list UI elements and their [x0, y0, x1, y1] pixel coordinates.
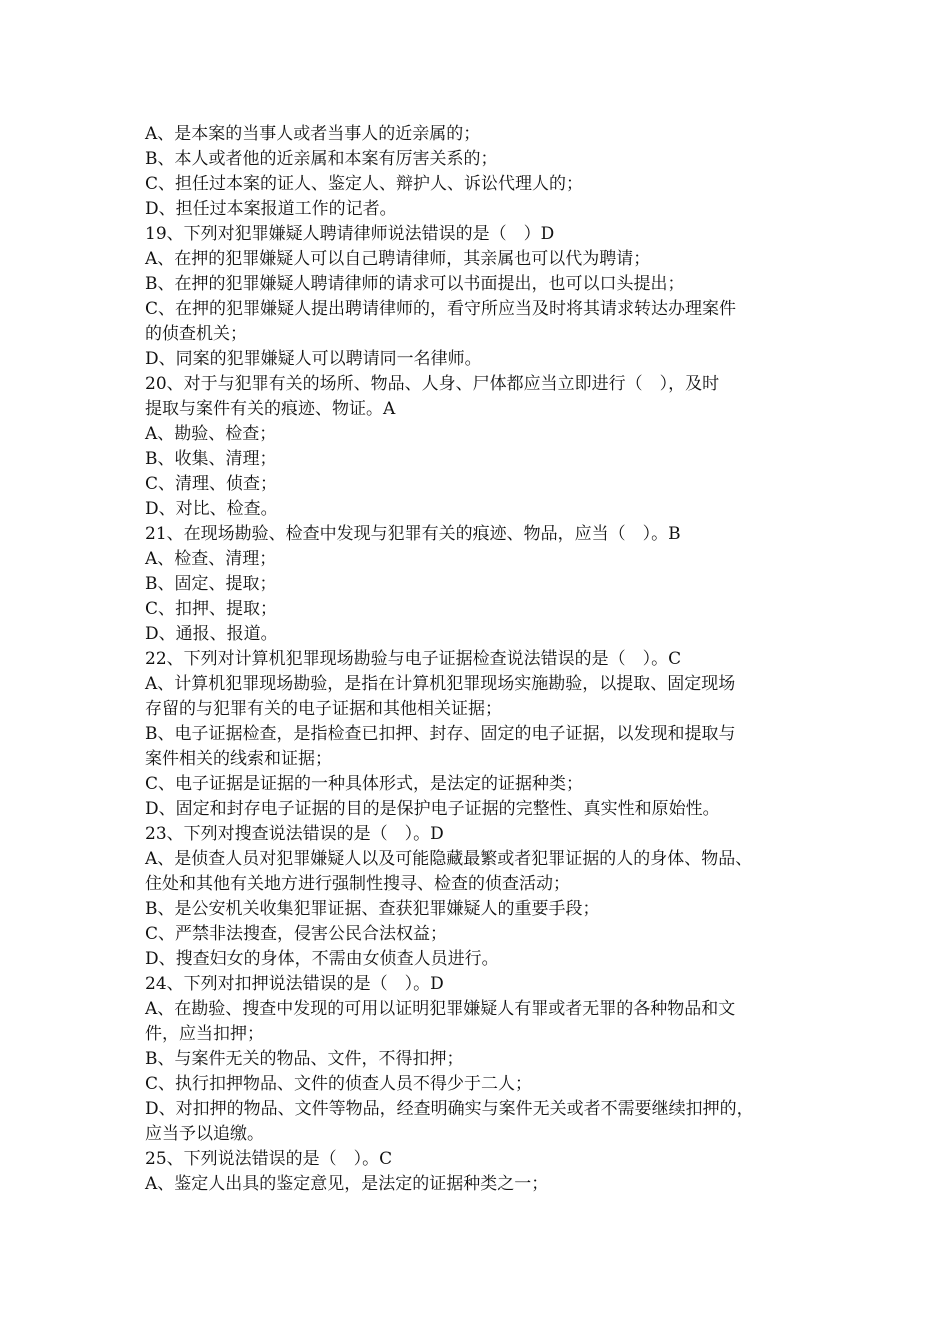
text-line: 提取与案件有关的痕迹、物证。A	[145, 399, 396, 419]
text-line: 19、下列对犯罪嫌疑人聘请律师说法错误的是（ ）D	[145, 224, 555, 244]
text-line: A、鉴定人出具的鉴定意见，是法定的证据种类之一；	[145, 1174, 549, 1194]
text-line: D、担任过本案报道工作的记者。	[145, 199, 397, 219]
text-line: B、固定、提取；	[145, 574, 277, 594]
text-line: B、本人或者他的近亲属和本案有厉害关系的；	[145, 149, 498, 169]
text-line: A、计算机犯罪现场勘验，是指在计算机犯罪现场实施勘验，以提取、固定现场	[145, 674, 736, 694]
text-line: D、对比、检查。	[145, 499, 278, 519]
text-line: 25、下列说法错误的是（ ）。C	[145, 1149, 393, 1169]
text-line: 住处和其他有关地方进行强制性搜寻、检查的侦查活动；	[145, 874, 570, 894]
text-line: C、在押的犯罪嫌疑人提出聘请律师的，看守所应当及时将其请求转达办理案件	[145, 299, 737, 319]
text-line: C、严禁非法搜查，侵害公民合法权益；	[145, 924, 448, 944]
text-line: 应当予以追缴。	[145, 1124, 264, 1144]
text-line: D、搜查妇女的身体，不需由女侦查人员进行。	[145, 949, 499, 969]
text-line: 22、下列对计算机犯罪现场勘验与电子证据检查说法错误的是（ ）。C	[145, 649, 682, 669]
document-body	[145, 122, 825, 1197]
text-line: 21、在现场勘验、检查中发现与犯罪有关的痕迹、物品，应当（ ）。B	[145, 524, 681, 544]
text-line: A、在押的犯罪嫌疑人可以自己聘请律师，其亲属也可以代为聘请；	[145, 249, 651, 269]
text-line: A、勘验、检查；	[145, 424, 277, 444]
text-line: C、扣押、提取；	[145, 599, 278, 619]
text-line: D、同案的犯罪嫌疑人可以聘请同一名律师。	[145, 349, 482, 369]
text-line: C、执行扣押物品、文件的侦查人员不得少于二人；	[145, 1074, 533, 1094]
text-line: 23、下列对搜查说法错误的是（ ）。D	[145, 824, 444, 844]
text-line: B、电子证据检查，是指检查已扣押、封存、固定的电子证据，以发现和提取与	[145, 724, 736, 744]
text-line: C、电子证据是证据的一种具体形式，是法定的证据种类；	[145, 774, 584, 794]
text-line: B、收集、清理；	[145, 449, 277, 469]
text-line: A、在勘验、搜查中发现的可用以证明犯罪嫌疑人有罪或者无罪的各种物品和文	[145, 999, 736, 1019]
text-line: A、是侦查人员对犯罪嫌疑人以及可能隐藏最繁或者犯罪证据的人的身体、物品、	[145, 849, 753, 869]
text-line: B、与案件无关的物品、文件，不得扣押；	[145, 1049, 464, 1069]
text-line: A、是本案的当事人或者当事人的近亲属的；	[145, 124, 481, 144]
text-line: 案件相关的线索和证据；	[145, 749, 332, 769]
text-line: 的侦查机关；	[145, 324, 247, 344]
text-line: 20、对于与犯罪有关的场所、物品、人身、尸体都应当立即进行（ ），及时	[145, 374, 720, 394]
text-line: D、对扣押的物品、文件等物品，经查明确实与案件无关或者不需要继续扣押的，	[145, 1099, 754, 1119]
text-line: 存留的与犯罪有关的电子证据和其他相关证据；	[145, 699, 502, 719]
text-line: 件，应当扣押；	[145, 1024, 264, 1044]
text-line: 24、下列对扣押说法错误的是（ ）。D	[145, 974, 444, 994]
text-line: C、担任过本案的证人、鉴定人、辩护人、诉讼代理人的；	[145, 174, 584, 194]
text-line: D、通报、报道。	[145, 624, 278, 644]
text-line: D、固定和封存电子证据的目的是保护电子证据的完整性、真实性和原始性。	[145, 799, 720, 819]
text-line: B、是公安机关收集犯罪证据、查获犯罪嫌疑人的重要手段；	[145, 899, 600, 919]
text-line: C、清理、侦查；	[145, 474, 278, 494]
text-line: B、在押的犯罪嫌疑人聘请律师的请求可以书面提出，也可以口头提出；	[145, 274, 685, 294]
text-line: A、检查、清理；	[145, 549, 277, 569]
